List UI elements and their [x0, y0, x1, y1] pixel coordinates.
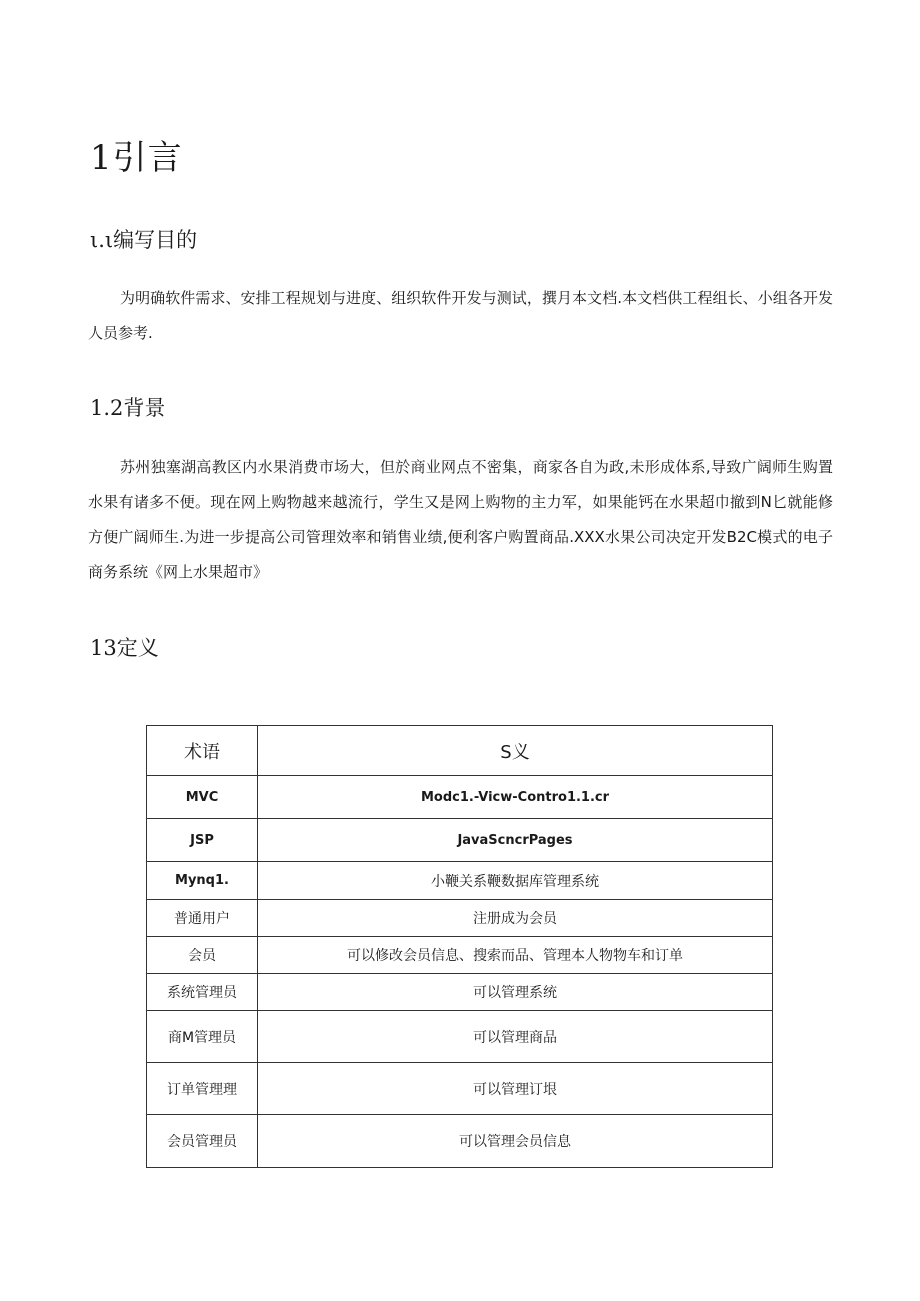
table-row: [147, 776, 773, 819]
definition-cell: 小鞭关系鞭数据库管理系统: [258, 862, 773, 900]
section-heading-background: 1.2背景: [90, 396, 166, 420]
table-header-row: [147, 726, 773, 776]
table-row: [147, 900, 773, 937]
term-cell: 订单管理理: [147, 1063, 258, 1115]
table-row: [147, 862, 773, 900]
table-row: [147, 1115, 773, 1168]
definition-cell: 可以管理会员信息: [258, 1115, 773, 1168]
term-cell: 普通用户: [147, 900, 258, 937]
section-heading-definitions: 13定义: [90, 636, 159, 660]
term-cell: 系统管理员: [147, 974, 258, 1011]
header-definition: S义: [258, 726, 773, 776]
definition-cell: 可以管理订垠: [258, 1063, 773, 1115]
definition-cell: JavaScncrPages: [258, 819, 773, 862]
term-cell: MVC: [147, 776, 258, 819]
table-row: [147, 1011, 773, 1063]
term-cell: Mynq1.: [147, 862, 258, 900]
table-row: [147, 1063, 773, 1115]
definition-cell: 可以管理商品: [258, 1011, 773, 1063]
paragraph-background: 苏州独塞湖高教区内水果消费市场大，但於商业网点不密集，商家各自为政,未形成体系,导致广阔师生购置水果有诸多不便。现在网上购物越来越流行，学生又是网上购物的主力军，如果能钙在水果超巾撤到N匕就能修方便广阔师生.为进一步提高公司管理效率和销售业绩,便利客户购置商品.XXX水果公司决定开发B2C模式的电子商务系统《网上水果超市》: [88, 458, 833, 581]
header-term: 术语: [147, 726, 258, 776]
table-row: [147, 974, 773, 1011]
definition-cell: 可以管理系统: [258, 974, 773, 1011]
term-cell: 会员管理员: [147, 1115, 258, 1168]
chapter-heading: 1引言: [90, 138, 183, 178]
term-cell: 商M管理员: [147, 1011, 258, 1063]
definition-cell: 可以修改会员信息、搜索而品、管理本人物物车和订单: [258, 937, 773, 974]
term-cell: JSP: [147, 819, 258, 862]
table-row: [147, 819, 773, 862]
table-row: [147, 937, 773, 974]
definition-cell: Modc1.-Vicw-Contro1.1.cr: [258, 776, 773, 819]
section-heading-purpose: ι.ι编写目的: [90, 228, 198, 252]
definitions-table: [146, 725, 773, 1168]
term-cell: 会员: [147, 937, 258, 974]
definition-cell: 注册成为会员: [258, 900, 773, 937]
paragraph-purpose: 为明确软件需求、安排工程规划与进度、组织软件开发与测试，撰月本文档.本文档供工程组长、小组各开发人员参考.: [88, 289, 833, 342]
